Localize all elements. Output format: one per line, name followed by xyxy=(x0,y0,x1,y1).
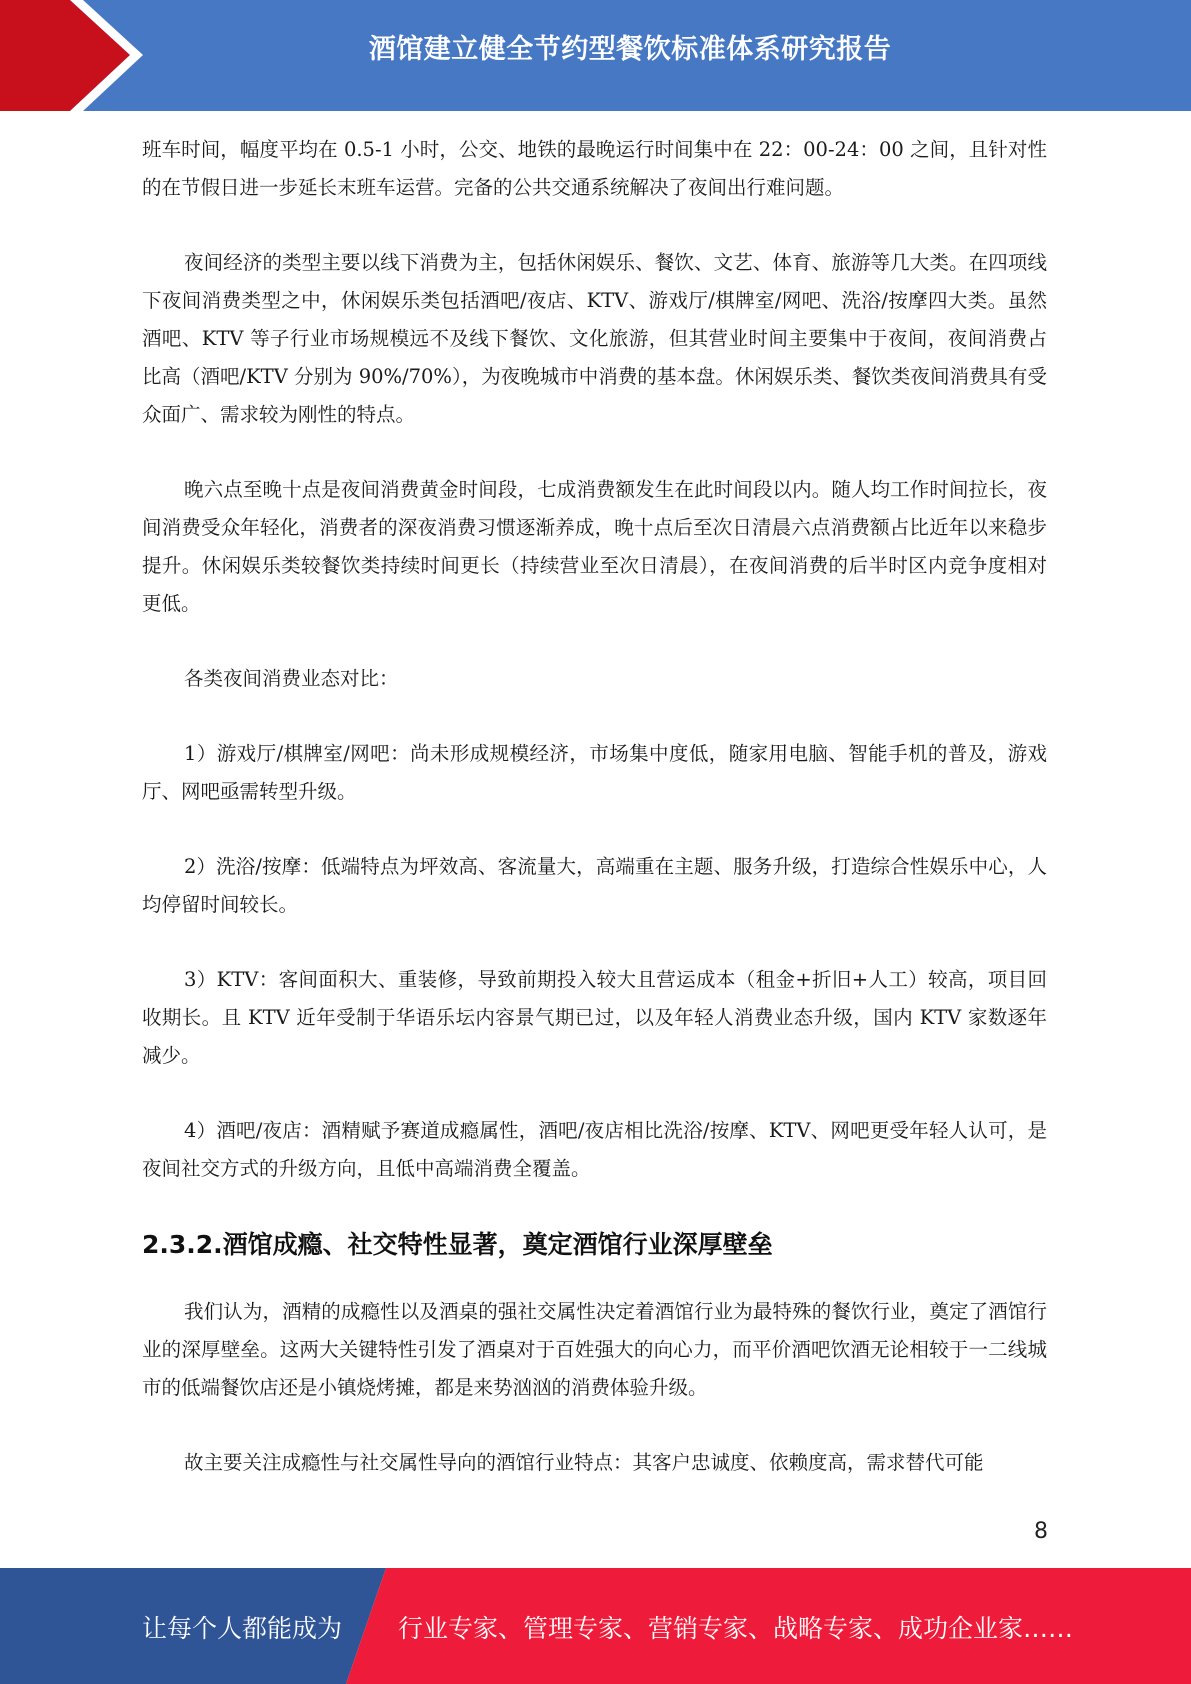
report-title: 酒馆建立健全节约型餐饮标准体系研究报告 xyxy=(368,34,892,65)
page-number: 8 xyxy=(1034,1519,1048,1544)
document-body xyxy=(142,131,1047,1519)
paragraph-night-economy-types: 夜间经济的类型主要以线下消费为主，包括休闲娱乐、餐饮、文艺、体育、旅游等几大类。在四项线下夜间消费类型之中，休闲娱乐类包括酒吧/夜店、KTV、游戏厅/棋牌室/网吧、洗浴/按摩四大类。虽然酒吧、KTV 等子行业市场规模远不及线下餐饮、文化旅游，但其营业时间主要集中于夜间，夜间消费占比高（酒吧/KTV 分别为 90%/70%），为夜晚城市中消费的基本盘。休闲娱乐类、餐饮类夜间消费具有受众面广、需求较为刚性的特点。 xyxy=(142,251,1047,426)
paragraph-comparison-intro: 各类夜间消费业态对比： xyxy=(184,667,399,690)
footer-slogan-right: 行业专家、管理专家、营销专家、战略专家、成功企业家…… xyxy=(398,1614,1074,1643)
list-item-bar-club: 4）酒吧/夜店：酒精赋予赛道成瘾属性，酒吧/夜店相比洗浴/按摩、KTV、网吧更受年轻人认可，是夜间社交方式的升级方向，且低中高端消费全覆盖。 xyxy=(142,1119,1047,1180)
paragraph-addictive-social: 我们认为，酒精的成瘾性以及酒桌的强社交属性决定着酒馆行业为最特殊的餐饮行业，奠定了酒馆行业的深厚壁垒。这两大关键特性引发了酒桌对于百姓强大的向心力，而平价酒吧饮酒无论相较于一二线城市的低端餐饮店还是小镇烧烤摊，都是来势汹汹的消费体验升级。 xyxy=(142,1300,1047,1399)
paragraph-customer-loyalty: 故主要关注成瘾性与社交属性导向的酒馆行业特点：其客户忠诚度、依赖度高，需求替代可能 xyxy=(184,1451,984,1474)
list-item-ktv: 3）KTV：客间面积大、重装修，导致前期投入较大且营运成本（租金+折旧+人工）较高，项目回收期长。且 KTV 近年受制于华语乐坛内容景气期已过，以及年轻人消费业态升级，国内 KTV 家数逐年减少。 xyxy=(142,968,1047,1067)
section-heading: 2.3.2.酒馆成瘾、社交特性显著，奠定酒馆行业深厚壁垒 xyxy=(142,1230,773,1259)
page-footer xyxy=(0,1568,1191,1684)
paragraph-transit-schedule: 班车时间，幅度平均在 0.5-1 小时，公交、地铁的最晚运行时间集中在 22：00-24：00 之间，且针对性的在节假日进一步延长末班车运营。完备的公共交通系统解决了夜间出行难问题。 xyxy=(142,138,1047,199)
page-header xyxy=(0,0,1191,111)
footer-slogan-left: 让每个人都能成为 xyxy=(142,1614,343,1643)
list-item-bath-massage: 2）洗浴/按摩：低端特点为坪效高、客流量大，高端重在主题、服务升级，打造综合性娱乐中心，人均停留时间较长。 xyxy=(142,855,1047,916)
header-arrow-decoration xyxy=(0,0,160,111)
paragraph-prime-time: 晚六点至晚十点是夜间消费黄金时间段，七成消费额发生在此时间段以内。随人均工作时间拉长，夜间消费受众年轻化，消费者的深夜消费习惯逐渐养成，晚十点后至次日清晨六点消费额占比近年以来稳步提升。休闲娱乐类较餐饮类持续时间更长（持续营业至次日清晨），在夜间消费的后半时区内竞争度相对更低。 xyxy=(142,478,1047,615)
list-item-arcade: 1）游戏厅/棋牌室/网吧：尚未形成规模经济，市场集中度低，随家用电脑、智能手机的普及，游戏厅、网吧亟需转型升级。 xyxy=(142,742,1047,803)
